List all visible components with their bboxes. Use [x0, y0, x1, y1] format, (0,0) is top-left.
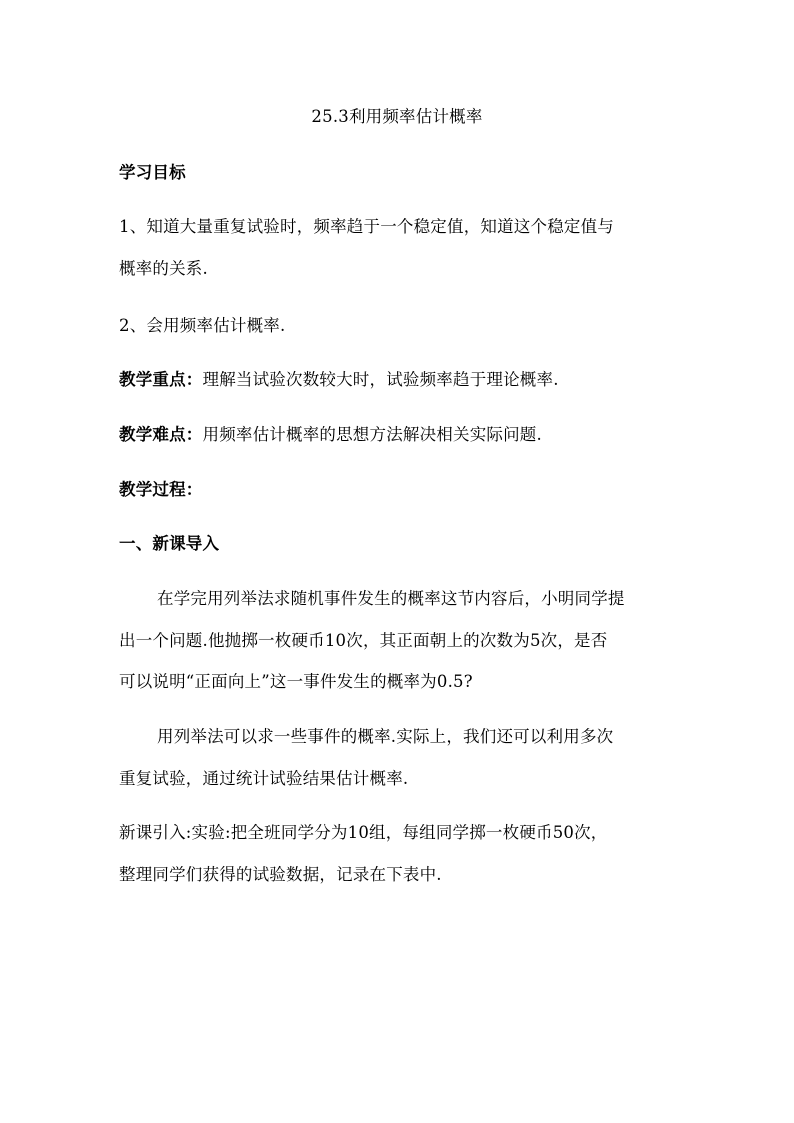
- difficulty: [119, 424, 689, 446]
- key-point: [119, 369, 689, 391]
- paragraph-2-line-1: 用列举法可以求一些事件的概率.实际上，我们还可以利用多次: [157, 727, 614, 746]
- paragraph-3-line-2: 整理同学们获得的试验数据，记录在下表中.: [119, 865, 442, 884]
- objective-1-line-2: 概率的关系.: [119, 259, 208, 278]
- section-1-heading: 一、新课导入: [119, 534, 220, 553]
- difficulty-label: 教学难点：: [119, 425, 203, 444]
- key-point-label: 教学重点：: [119, 370, 203, 389]
- process-heading: 教学过程：: [119, 480, 203, 499]
- difficulty-text: 用频率估计概率的思想方法解决相关实际问题.: [202, 425, 542, 444]
- objective-2: 2、会用频率估计概率.: [119, 316, 286, 335]
- key-point-text: 理解当试验次数较大时，试验频率趋于理论概率.: [202, 370, 559, 389]
- objective-1-line-1: 1、知道大量重复试验时，频率趋于一个稳定值，知道这个稳定值与: [119, 217, 614, 236]
- paragraph-1-line-3: 可以说明“正面向上”这一事件发生的概率为0.5?: [119, 672, 473, 691]
- paragraph-3-line-1: 新课引入:实验:把全班同学分为10组，每组同学掷一枚硬币50次，: [119, 823, 608, 842]
- paragraph-1-line-1: 在学完用列举法求随机事件发生的概率这节内容后，小明同学提: [157, 589, 625, 608]
- paragraph-1-line-2: 出一个问题.他抛掷一枚硬币10次，其正面朝上的次数为5次，是否: [119, 631, 608, 650]
- objectives-heading: 学习目标: [119, 163, 186, 182]
- document-title: 25.3利用频率估计概率: [311, 107, 483, 126]
- paragraph-2-line-2: 重复试验，通过统计试验结果估计概率.: [119, 769, 409, 788]
